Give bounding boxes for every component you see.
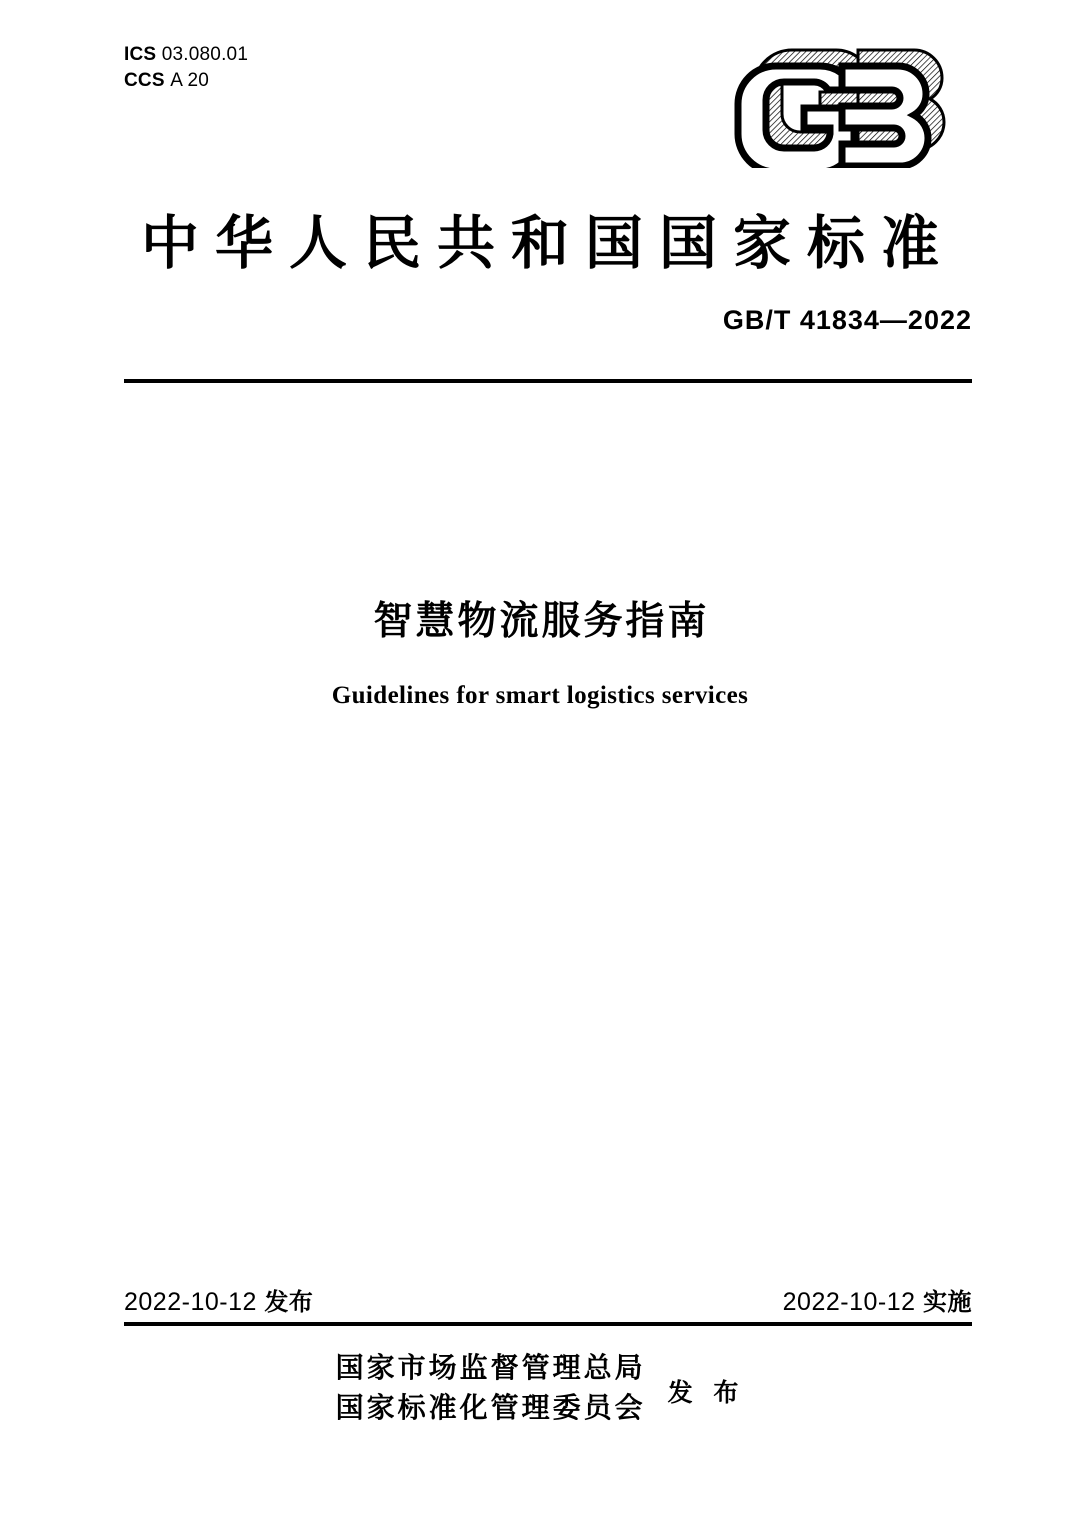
ccs-value: A 20	[170, 70, 210, 91]
ics-value: 03.080.01	[161, 44, 249, 65]
issue-date-value: 2022-10-12	[124, 1288, 257, 1316]
ccs-line	[124, 68, 248, 94]
issue-date	[124, 1282, 313, 1317]
publisher-names	[336, 1348, 646, 1428]
issue-date-label: 发布	[264, 1288, 314, 1316]
gb-emblem-icon	[724, 48, 954, 168]
ics-line	[124, 42, 248, 68]
publisher-block	[0, 1348, 1080, 1428]
publisher-line-1: 国家市场监督管理总局	[335, 1351, 646, 1384]
ccs-label: CCS	[124, 70, 165, 91]
divider-top	[124, 379, 972, 383]
divider-bottom	[124, 1322, 972, 1326]
document-title-chinese: 智慧物流服务指南	[373, 599, 710, 644]
implementation-date-label: 实施	[923, 1288, 972, 1316]
publisher-line-2: 国家标准化管理委员会	[335, 1391, 646, 1424]
page-title: 中华人民共和国国家标准	[140, 209, 955, 277]
ics-label: ICS	[124, 44, 157, 65]
standard-number: GB/T 41834—2022	[722, 305, 972, 335]
publisher-action-label: 发 布	[667, 1378, 745, 1407]
implementation-date	[783, 1282, 972, 1317]
classification-block	[124, 42, 248, 94]
document-title-english: Guidelines for smart logistics services	[331, 682, 749, 709]
implementation-date-value: 2022-10-12	[782, 1288, 916, 1316]
